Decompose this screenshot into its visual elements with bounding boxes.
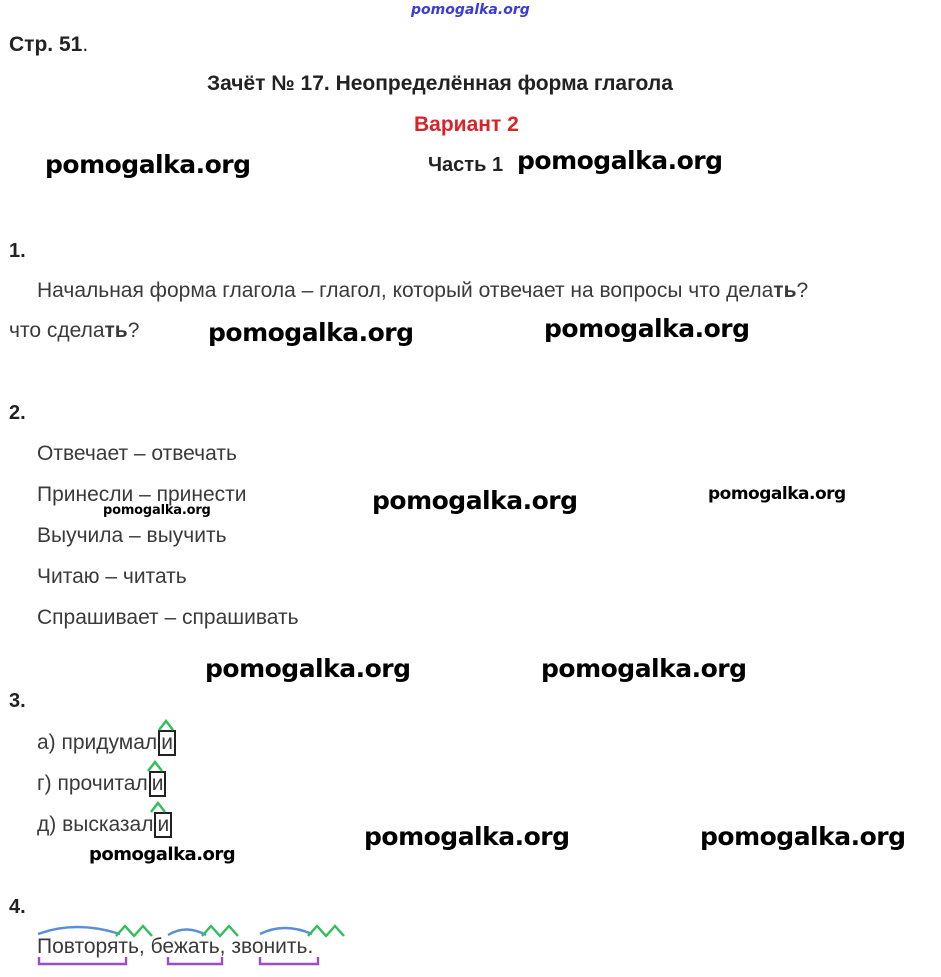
watermark: pomogalka.org xyxy=(372,486,578,515)
watermark: pomogalka.org xyxy=(708,484,846,504)
word-ending-box: и xyxy=(154,812,172,838)
task-3-number: 3. xyxy=(9,690,26,712)
task-4-comma: , xyxy=(138,935,145,958)
word-ending-box: и xyxy=(158,730,176,756)
task-1-text-2: что сдела xyxy=(9,319,105,342)
task-3-stem: г) прочитал xyxy=(37,772,148,795)
word-ending-box: и xyxy=(149,771,167,797)
suffix-mark-icon xyxy=(158,719,174,731)
task-4-comma: , xyxy=(219,935,226,958)
watermark: pomogalka.org xyxy=(205,654,411,683)
task-1-line-1 xyxy=(37,279,808,303)
watermark: pomogalka.org xyxy=(89,844,236,865)
suffix-mark-icon xyxy=(308,926,344,936)
task-2-item: Отвечает – отвечать xyxy=(37,442,237,465)
watermark: pomogalka.org xyxy=(364,822,570,851)
suffix-mark-icon xyxy=(150,801,166,813)
task-4-word: звонить xyxy=(231,935,308,958)
task-4-number: 4. xyxy=(9,896,26,918)
page-number xyxy=(9,33,88,57)
task-1-question-mark-2: ? xyxy=(127,319,140,342)
task-1-number: 1. xyxy=(9,240,26,262)
root-arc-icon xyxy=(38,927,120,934)
task-1-question-mark: ? xyxy=(796,279,809,302)
page-number-text: Стр. 51 xyxy=(9,33,83,56)
watermark: pomogalka.org xyxy=(517,146,723,175)
watermark: pomogalka.org xyxy=(208,318,414,347)
top-watermark: pomogalka.org xyxy=(411,2,530,18)
task-3-stem: а) придумал xyxy=(37,731,158,754)
task-4-words xyxy=(37,935,313,959)
watermark: pomogalka.org xyxy=(45,150,251,179)
part-label: Часть 1 xyxy=(428,154,504,176)
task-2-number: 2. xyxy=(9,402,26,424)
root-arc-icon xyxy=(260,928,312,934)
page-number-dot: . xyxy=(82,33,89,56)
task-3-stem: д) высказал xyxy=(37,813,154,836)
task-3-item xyxy=(37,730,176,756)
page-title: Зачёт № 17. Неопределённая форма глагола xyxy=(207,72,673,95)
task-2-item: Спрашивает – спрашивать xyxy=(37,606,299,629)
task-3-item xyxy=(37,771,166,797)
task-1-bold-ending-2: ть xyxy=(104,319,128,342)
suffix-mark-icon xyxy=(147,760,163,772)
task-2-item: Выучила – выучить xyxy=(37,524,227,547)
watermark: pomogalka.org xyxy=(103,503,211,518)
task-4-period: . xyxy=(307,935,314,958)
variant-label: Вариант 2 xyxy=(414,113,519,136)
task-1-text: Начальная форма глагола – глагол, который отвечает на вопросы что дела xyxy=(37,279,774,302)
task-4-word: Повторять xyxy=(37,935,139,958)
task-3-item xyxy=(37,812,172,838)
watermark: pomogalka.org xyxy=(544,314,750,343)
task-4-word: бежать xyxy=(150,935,220,958)
task-2-item: Читаю – читать xyxy=(37,565,187,588)
task-2-item: Принесли – принести xyxy=(37,483,247,506)
watermark: pomogalka.org xyxy=(700,822,906,851)
task-1-bold-ending: ть xyxy=(773,279,797,302)
task-1-line-2 xyxy=(9,319,139,343)
watermark: pomogalka.org xyxy=(541,654,747,683)
